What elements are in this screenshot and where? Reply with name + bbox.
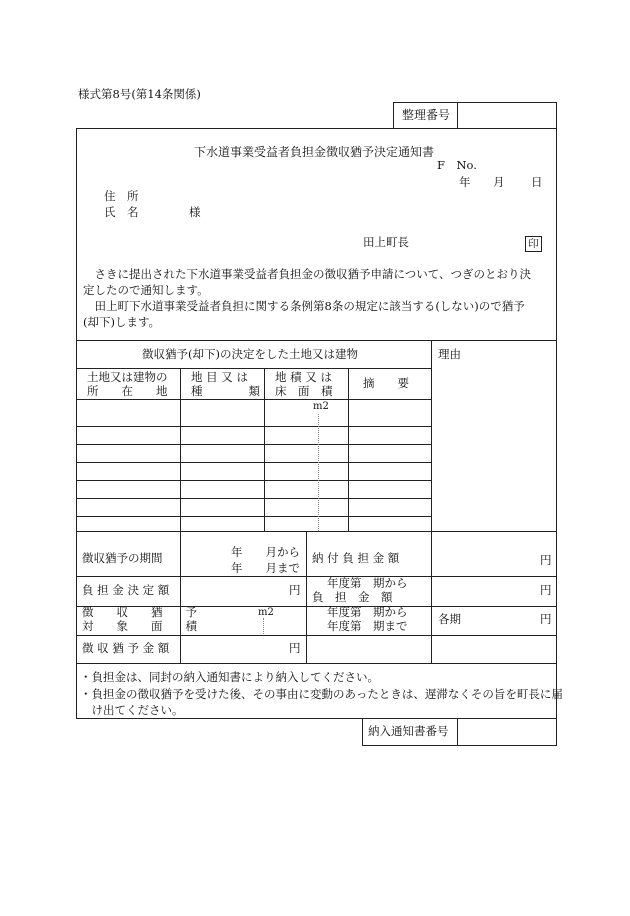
seal-stamp: 印 xyxy=(525,236,542,252)
reference-number-label: 整理番号 xyxy=(402,108,451,122)
col-area-header-2: 床 面 積 xyxy=(275,384,333,398)
each-period-yen: 円 xyxy=(540,612,552,626)
note-2: ・負担金の徴収猶予を受けた後、その事由に変動のあったときは、遅滞なくその旨を町長に届け出てください。 xyxy=(80,687,563,717)
area-unit: m2 xyxy=(313,401,329,412)
payment-notice-field[interactable] xyxy=(458,719,556,745)
col-category-header: 地 目 又 は xyxy=(191,370,248,384)
col-remarks-header: 摘 要 xyxy=(363,376,409,390)
reason-header: 理由 xyxy=(438,347,461,361)
date-day: 日 xyxy=(531,175,543,189)
land-table-header: 徴収猶予(却下)の決定をした土地又は建物 xyxy=(142,347,358,361)
burden-amount-label: 負 担 金 額 xyxy=(312,590,393,604)
target-area-label-2: 対 象 面 積 xyxy=(82,619,197,633)
note-1: ・負担金は、同封の納入通知書により納入してください。 xyxy=(80,670,379,684)
honorific: 様 xyxy=(189,205,201,219)
body-paragraph-2-cont: (却下)します。 xyxy=(83,315,161,329)
body-paragraph-2: 田上町下水道事業受益者負担に関する条例第8条の規定に該当する(しない)ので猶予 xyxy=(94,299,525,313)
col-location-header-2: 所 在 地 xyxy=(87,384,168,398)
deferred-amount-label: 徴 収 猶 予 金 額 xyxy=(82,641,170,655)
payment-amount-label: 納 付 負 担 金 額 xyxy=(312,551,400,565)
fiscal-until: 年度第 期まで xyxy=(327,619,408,633)
date-month: 月 xyxy=(493,175,505,189)
deferred-amount-yen: 円 xyxy=(289,641,301,655)
burden-amount-yen: 円 xyxy=(540,583,552,597)
date-year: 年 xyxy=(459,175,471,189)
reference-number-field[interactable] xyxy=(458,103,556,128)
deferral-period-label: 徴収猶予の期間 xyxy=(82,551,163,565)
form-number: 様式第8号(第14条関係) xyxy=(78,87,201,101)
fiscal-from-2: 年度第 期から xyxy=(327,605,408,619)
body-paragraph-1: さきに提出された下水道事業受益者負担金の徴収猶予申請について、つぎのとおり決 xyxy=(94,267,532,281)
decided-amount-label: 負 担 金 決 定 額 xyxy=(82,583,170,597)
col-area-header: 地 積 又 は xyxy=(275,370,332,384)
document-title: 下水道事業受益者負担金徴収猶予決定通知書 xyxy=(194,145,435,159)
target-area-unit: m2 xyxy=(258,607,274,618)
period-until: 年 月まで xyxy=(231,561,300,575)
period-from: 年 月から xyxy=(231,545,300,559)
target-area-label: 徴 収 猶 予 xyxy=(82,605,197,619)
col-category-header-2: 種 類 xyxy=(191,384,260,398)
payment-amount-yen: 円 xyxy=(540,553,552,567)
address-label: 住 所 xyxy=(104,189,139,203)
each-period-label: 各期 xyxy=(438,612,461,626)
fiscal-from: 年度第 期から xyxy=(327,576,408,590)
name-label: 氏 名 xyxy=(104,205,139,219)
payment-notice-label: 納入通知書番号 xyxy=(368,724,449,738)
col-location-header: 土地又は建物の xyxy=(87,370,168,384)
body-paragraph-1-cont: 定したので通知します。 xyxy=(83,283,209,297)
mayor-title: 田上町長 xyxy=(363,235,409,249)
decided-amount-yen: 円 xyxy=(289,583,301,597)
f-number: F No. xyxy=(437,158,477,172)
